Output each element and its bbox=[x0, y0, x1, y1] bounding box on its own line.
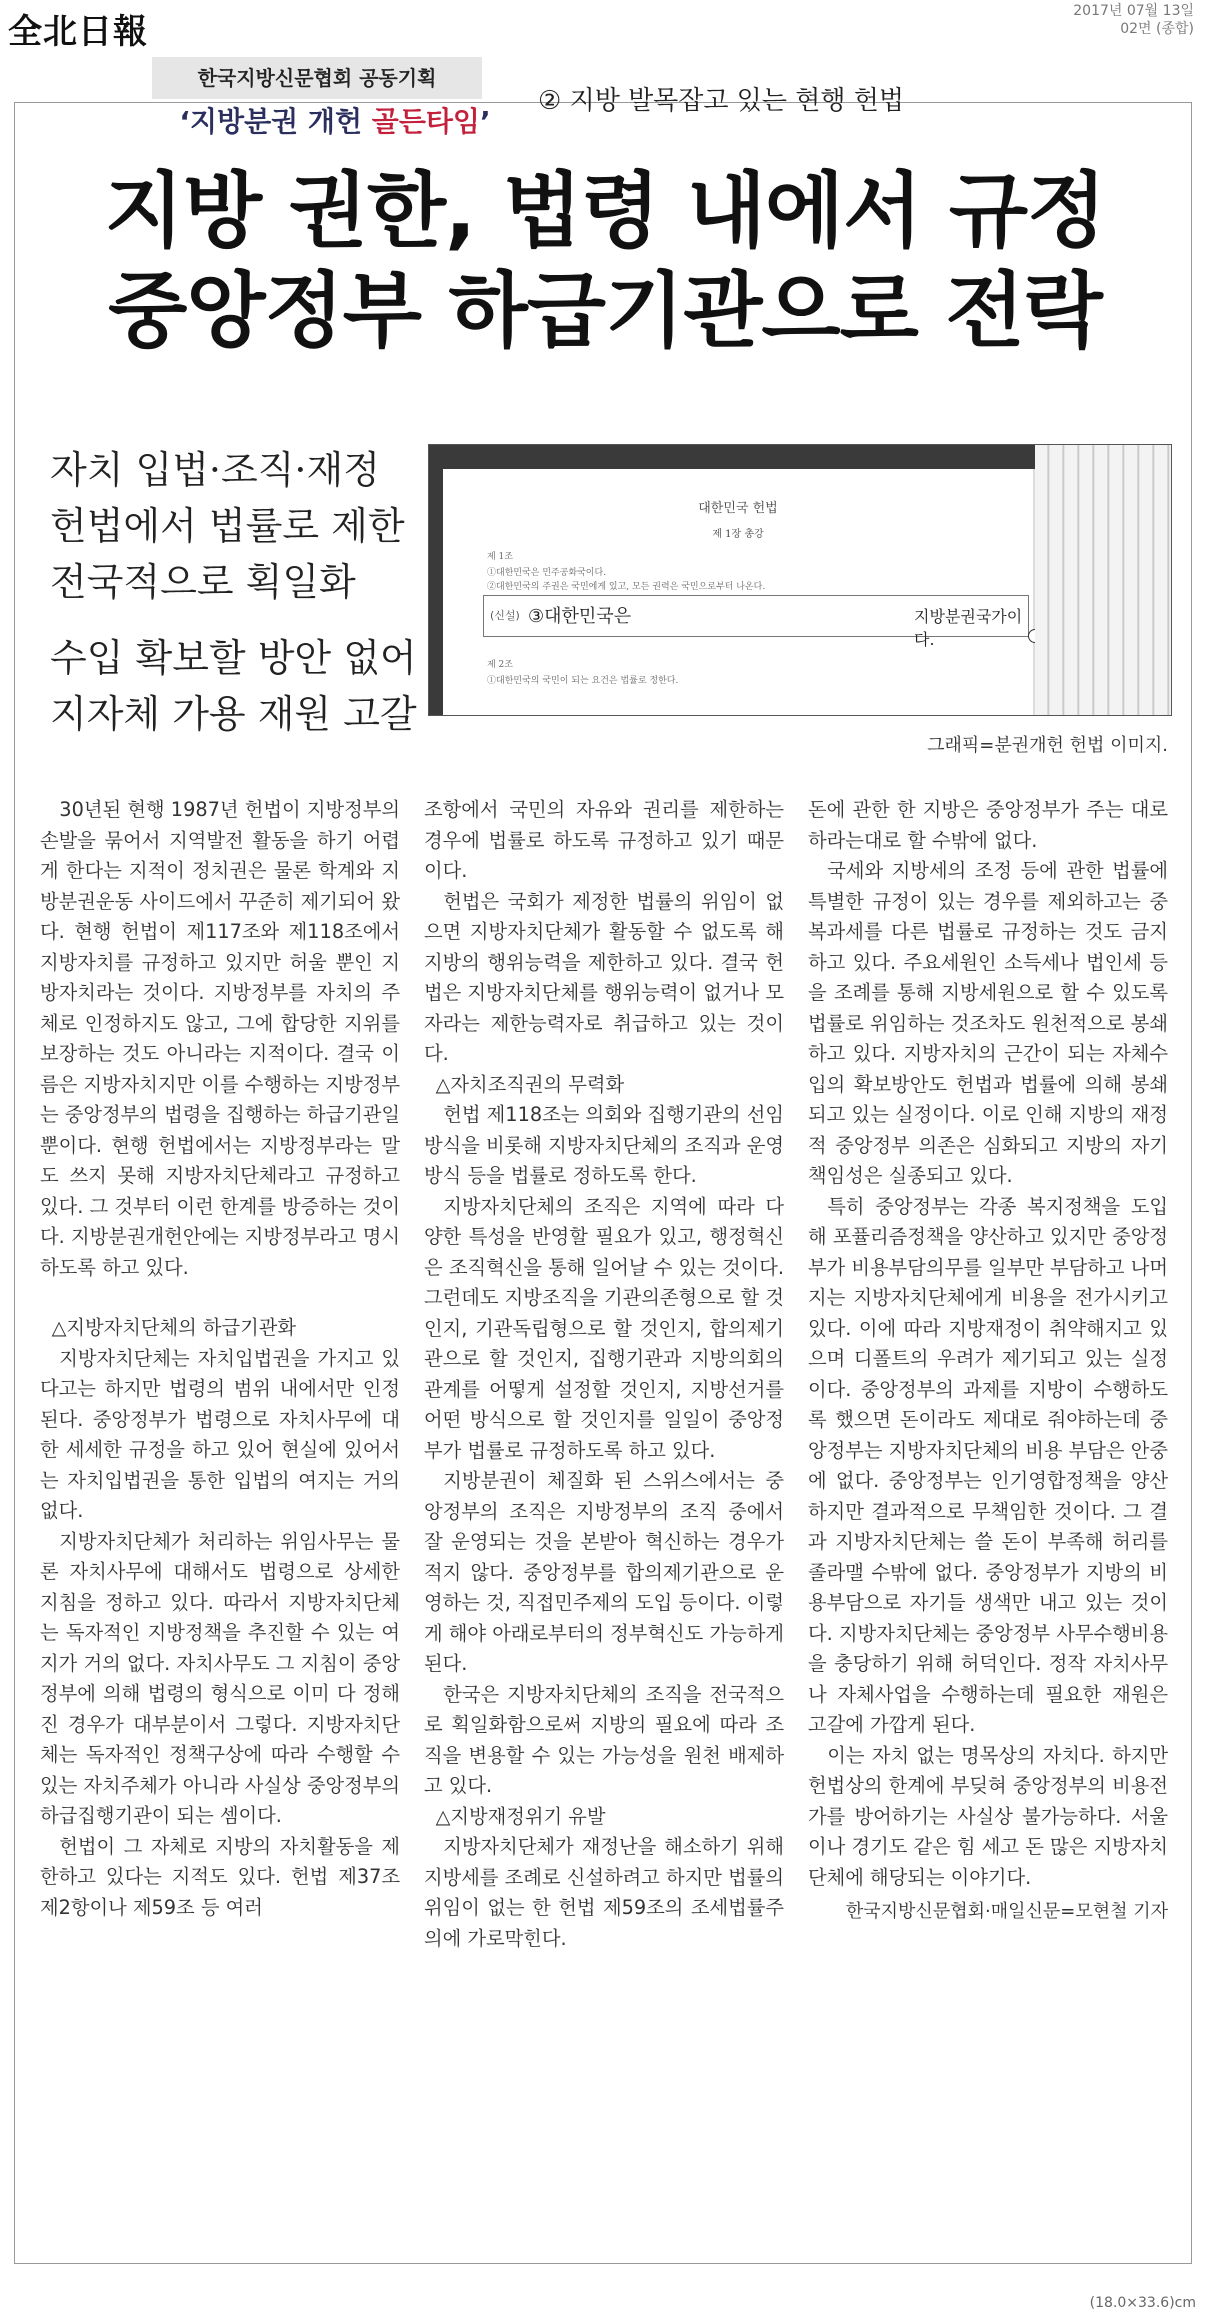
series-subtitle: ② 지방 발목잡고 있는 현행 헌법 bbox=[538, 86, 905, 116]
byline: 한국지방신문협회·매일신문=모현철 기자 bbox=[845, 1901, 1168, 1922]
body-column-2 bbox=[424, 795, 784, 1954]
doc-title: 대한민국 헌법 bbox=[698, 501, 778, 516]
issue-info bbox=[1073, 2, 1194, 38]
deck-line1: 자치 입법·조직·재정 bbox=[50, 448, 380, 492]
paragraph: 헌법이 그 자체로 지방의 자치활동을 제한하고 있다는 지적도 있다. 헌법 제37조 제2항이나 제59조 등 여러 bbox=[40, 1834, 400, 1919]
article-2-p1: ①대한민국의 국민이 되는 요건은 법률로 정한다. bbox=[487, 676, 679, 686]
article-2: 제 2조 bbox=[487, 660, 513, 670]
series-title bbox=[140, 100, 530, 140]
deck-line3: 전국적으로 획일화 bbox=[50, 560, 356, 604]
paragraph: 돈에 관한 한 지방은 중앙정부가 주는 대로 하라는대로 할 수밖에 없다. bbox=[808, 798, 1168, 852]
paragraph: 헌법 제118조는 의회와 집행기관의 선임방식을 비롯해 지방자치단체의 조직과 운영방식 등을 법률로 정하도록 한다. bbox=[424, 1103, 784, 1187]
chapter-title: 제 1장 총강 bbox=[712, 529, 764, 540]
constitution-graphic bbox=[428, 444, 1172, 716]
series-title-a: ‘지방분권 개헌 bbox=[179, 105, 372, 138]
article-1-p1: ①대한민국은 민주공화국이다. bbox=[487, 568, 607, 578]
section-heading: △지방재정위기 유발 bbox=[435, 1804, 606, 1828]
issue-date: 2017년 07월 13일 bbox=[1073, 3, 1194, 19]
paragraph: 특히 중앙정부는 각종 복지정책을 도입해 포퓰리즘정책을 양산하고 있지만 중앙정부가 비용부담의무를 일부만 부담하고 나머지는 지방자치단체에게 비용을 전가시키고 있다. 이에 따라 지방재정이 취약해지고 있으며 디폴트의 우려가 제기되고 있는 실정이다. 중앙정부의 과제를 지방이 수행하도록 했으면 돈이라도 제대로 줘야하는데 중앙정부는 지방자치단체의 비용 부담은 안중에 없다. 중앙정부는 인기영합정책을 양산하지만 결과적으로 무책임한 것이다. 그 결과 지방자치단체는 쓸 돈이 부족해 허리를 졸라맬 수밖에 없다. 중앙정부가 지방의 비용부담으로 자기들 생색만 내고 있는 것이다. 지방자치단체는 중앙정부 사무수행비용을 충당하기 위해 허덕인다. 정작 자치사무나 자체사업을 수행하는데 필요한 재원은 고갈에 가깝게 된다. bbox=[808, 1194, 1168, 1736]
deck-line4: 수입 확보할 방안 없어 bbox=[50, 636, 417, 680]
headline-line2: 중앙정부 하급기관으로 전락 bbox=[108, 264, 1102, 359]
section-heading: △지방자치단체의 하급기관화 bbox=[51, 1316, 297, 1339]
insert-text-end: 지방분권국가이다. bbox=[914, 607, 1023, 649]
paragraph: 국세와 지방세의 조정 등에 관한 법률에 특별한 규정이 있는 경우를 제외하고는 중복과세를 다른 법률로 규정하는 것도 금지하고 있다. 주요세원인 소득세나 법인세 등을 조례를 통해 지방세원으로 할 수 있도록 법률로 위임하는 것조차도 원천적으로 봉쇄하고 있다. 지방자치의 근간이 되는 자체수입의 확보방안도 헌법과 법률에 의해 봉쇄되고 있는 실정이다. 이로 인해 지방의 재정적 중앙정부 의존은 심화되고 지방의 자기 책임성은 실종되고 있다. bbox=[808, 859, 1168, 1187]
book-page-edges bbox=[1035, 445, 1171, 715]
graphic-caption: 그래픽=분권개헌 헌법 이미지. bbox=[927, 735, 1168, 756]
series-title-b: 골든타임 bbox=[371, 105, 480, 138]
paragraph: 한국은 지방자치단체의 조직을 전국적으로 획일화함으로써 지방의 필요에 따라 조직을 변용할 수 있는 가능성을 원천 배제하고 있다. bbox=[424, 1682, 784, 1797]
paragraph: 지방자치단체가 재정난을 해소하기 위해 지방세를 조례로 신설하려고 하지만 법률의 위임이 없는 한 헌법 제59조의 조세법률주의에 가로막힌다. bbox=[424, 1835, 784, 1950]
inserted-clause bbox=[483, 595, 1029, 649]
body-column-1 bbox=[40, 795, 400, 1923]
paragraph: 30년된 현행 1987년 헌법이 지방정부의 손발을 묶어서 지역발전 활동을 하기 어렵게 한다는 지적이 정치권은 물론 학계와 지방분권운동 사이드에서 꾸준히 제기되어 왔다. 현행 헌법이 제117조와 제118조에서 지방자치를 규정하고 있지만 허울 뿐인 지방자치라는 것이다. 지방정부를 자치의 주체로 인정하지도 않고, 그에 합당한 지위를 보장하는 것도 아니라는 지적이다. 결국 이름은 지방자치지만 이를 수행하는 지방정부는 중앙정부의 법령을 집행하는 하급기관일 뿐이다. 현행 헌법에서는 지방정부라는 말도 쓰지 못해 지방자치단체라고 규정하고 있다. 그 것부터 이런 한계를 방증하는 것이다. 지방분권개헌안에는 지방정부라고 명시하도록 하고 있다. bbox=[40, 798, 400, 1279]
insert-text: ③대한민국은 bbox=[528, 606, 632, 627]
book-page bbox=[443, 469, 1033, 716]
series-label: 한국지방신문협회 공동기획 bbox=[152, 57, 482, 99]
paragraph: 지방자치단체가 처리하는 위임사무는 물론 자치사무에 대해서도 법령으로 상세한 지침을 정하고 있다. 따라서 지방자치단체는 독자적인 지방정책을 추진할 수 있는 여지가 거의 없다. 자치사무도 그 지침이 중앙정부에 의해 법령의 형식으로 이미 다 정해진 경우가 대부분이서 그렇다. 지방자치단체는 독자적인 정책구상에 따라 수행할 수 있는 자치주체가 아니라 사실상 중앙정부의 하급집행기관이 되는 셈이다. bbox=[40, 1529, 400, 1827]
deck-line5: 지자체 가용 재원 고갈 bbox=[50, 692, 417, 736]
headline-line1: 지방 권한, 법령 내에서 규정 bbox=[104, 164, 1106, 259]
newspaper-logo: 全北日報 bbox=[8, 12, 148, 52]
article-1: 제 1조 bbox=[487, 552, 513, 562]
paragraph: 조항에서 국민의 자유와 권리를 제한하는 경우에 법률로 하도록 규정하고 있기 때문이다. bbox=[424, 798, 784, 882]
section-heading: △자치조직권의 무력화 bbox=[435, 1072, 625, 1096]
article-1-p2: ②대한민국의 주권은 국민에게 있고, 모든 권력은 국민으로부터 나온다. bbox=[487, 582, 766, 592]
article-size: (18.0×33.6)cm bbox=[1089, 2295, 1196, 2311]
insert-label: (신설) bbox=[490, 609, 520, 622]
paragraph: 지방자치단체의 조직은 지역에 따라 다양한 특성을 반영할 필요가 있고, 행정혁신은 조직혁신을 통해 일어날 수 있는 것이다. 그런데도 지방조직을 기관의존형으로 할 것인지, 기관독립형으로 할 것인지, 합의제기관으로 할 것인지, 집행기관과 지방의회의 관계를 어떻게 설정할 것인지, 지방선거를 어떤 방식으로 할 것인지를 일일이 중앙정부가 법률로 규정하도록 하고 있다. bbox=[424, 1194, 784, 1462]
paragraph: 지방분권이 체질화 된 스위스에서는 중앙정부의 조직은 지방정부의 조직 중에서 잘 운영되는 것을 본받아 혁신하는 경우가 적지 않다. 중앙정부를 합의제기관으로 운영하는 것, 직접민주제의 도입 등이다. 이렇게 해야 아래로부터의 정부혁신도 가능하게 된다. bbox=[424, 1469, 784, 1675]
paragraph: 이는 자치 없는 명목상의 자치다. 하지만 헌법상의 한계에 부딪혀 중앙정부의 비용전가를 방어하기는 사실상 불가능하다. 서울이나 경기도 같은 힘 세고 돈 많은 지방자치단체에 해당되는 이야기다. bbox=[808, 1743, 1168, 1889]
paragraph: 헌법은 국회가 제정한 법률의 위임이 없으면 지방자치단체가 활동할 수 없도록 해 지방의 행위능력을 제한하고 있다. 결국 헌법은 지방자치단체를 행위능력이 없거나 모자라는 제한능력자로 취급하고 있는 것이다. bbox=[424, 889, 784, 1065]
body-column-3 bbox=[808, 795, 1168, 1928]
deck-line2: 헌법에서 법률로 제한 bbox=[50, 504, 405, 548]
paragraph: 지방자치단체는 자치입법권을 가지고 있다고는 하지만 법령의 범위 내에서만 인정된다. 중앙정부가 법령으로 자치사무에 대한 세세한 규정을 하고 있어 현실에 있어서는 자치입법권을 통한 입법의 여지는 거의 없다. bbox=[40, 1346, 400, 1522]
series-title-c: ’ bbox=[479, 105, 491, 138]
page-number: 02면 (종합) bbox=[1120, 21, 1194, 37]
